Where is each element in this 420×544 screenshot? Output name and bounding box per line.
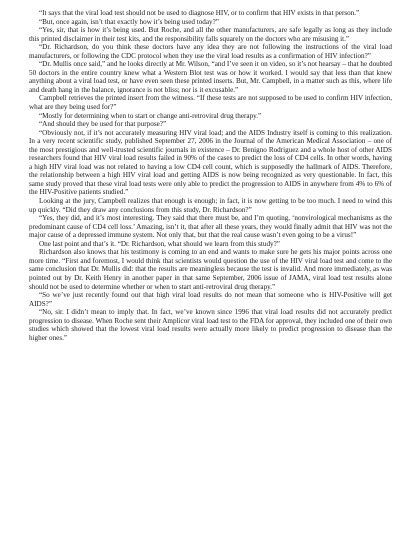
paragraph: “But, once again, isn’t that exactly how it’s being used today?” [39,17,219,26]
paragraph: “Yes, sir, that is how it’s being used. But Roche, and all the other manufacturers, are safe legally as long as they include this printed disclaimer in their test kits, and the responsibility falls squarely on the doctors who are misusing it.” [29,26,392,43]
paragraph: Campbell retrieves the printed insert from the witness. “If these tests are not supposed to be used to confirm HIV infection, what are they being used for?” [29,94,392,112]
paragraph: “And should they be used for that purpose?” [39,120,167,129]
paragraph: “Obviously not, if it’s not accurately measuring HIV viral load; and the AIDS Industry itself is coming to this realization. In a very recent scientific study, published September 27, 2006 in the Journal of the American Medical Association – one of the most prestigious and well-trusted scientific journals in existence – Dr. Benigno Rodriguez and a whole host of other AIDS researchers found that HIV viral load results failed in 90% of the cases to predict the loss of CD4 cells. In other words, having a high HIV viral load was not related to having a low CD4 cell count, which is supposedly the hallmark of AIDS. Therefore, the relationship between a high HIV viral load and getting AIDS is now being recognized as very questionable. In fact, this same study proved that these viral load tests were only able to predict the progression to AIDS in anywhere from 4% to 6% of the HIV-Positive patients studied.” [29,128,392,197]
paragraph: One last point and that’s it. “Dr. Richardson, what should we learn from this study?” [39,239,280,248]
paragraph: “Yes, they did, and it’s most interesting. They said that there must be, and I’m quoting, ‘nonvirological mechanisms as the predominant cause of CD4 cell loss.’ Amazing, isn’t it, that after all these years, they would finally admit that HIV was not the major cause of a depressed immune system. Not only that, but that the real cause wasn’t even going to be a virus!” [29,214,392,240]
paragraph: “So we’ve just recently found out that high viral load results do not mean that someone who is HIV-Positive will get AIDS?” [29,291,392,308]
paragraph: Richardson also knows that his testimony is coming to an end and wants to make sure he gets his major points across one more time. “First and foremost, I would think that scientists would question the use of the HIV viral load test and come to the same conclusion that Dr. Mullis did: that the results are meaningless because the test is invalid. And more immediately, as was pointed out by Dr. Keith Henry in another paper in that same September, 2006 issue of JAMA, viral load test results alone should not be used to determine whether or when to start anti-retroviral drug therapy.” [29,248,392,291]
paragraph: “It says that the viral load test should not be used to diagnose HIV, or to confirm that HIV exists in that person.” [39,9,360,17]
paragraph: “Dr. Mullis once said,” and he looks directly at Mr. Wilson, “and I’ve seen it on video, so it’s not hearsay – that he doubted 50 doctors in the entire country knew what a Western Blot test was or how it worked. I would say that less than that knew anything about a viral load test, or have even seen these printed inserts. But, Mr. Campbell, in a matter such as this, where life and death hang in the balance, ignorance is not bliss; nor is it excusable.” [29,60,392,94]
paragraph: Looking at the jury, Campbell realizes that enough is enough; in fact, it is now getting to be too much. I need to wind this up quickly. “Did they draw any conclusions from this study, Dr. Richardson?” [29,197,392,214]
paragraph: “Dr. Richardson, do you think these doctors have any idea they are not following the instructions of the viral load manufacturers, or following the CDC protocol when they use the viral load results as a confirmation of HIV infection?” [29,43,392,60]
paragraph: “Mostly for determining when to start or change anti-retroviral drug therapy.” [39,111,262,120]
paragraph: “No, sir. I didn’t mean to imply that. In fact, we’ve known since 1996 that viral load results did not accurately predict progression to disease. When Roche sent their Amplicor viral load test to the FDA for approval, they included one of their own studies which showed that the lowest viral load results were actually more likely to predict progression to disease than the higher ones.” [29,308,392,342]
